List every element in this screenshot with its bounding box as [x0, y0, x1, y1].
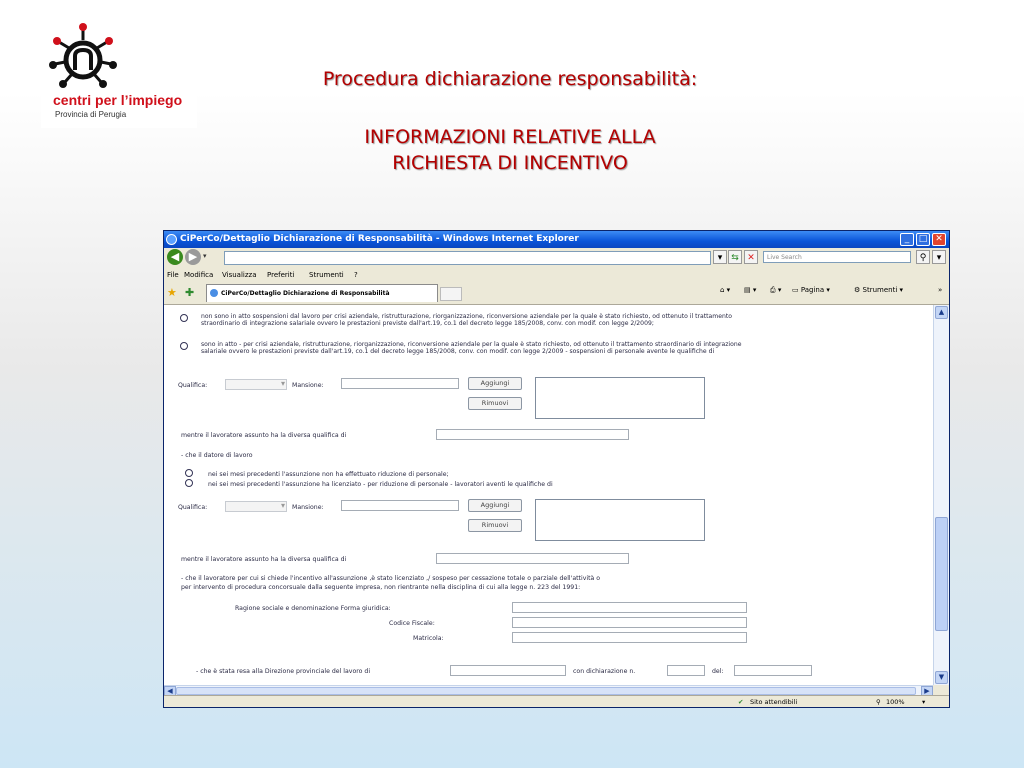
qualifica-select[interactable] — [225, 379, 287, 390]
radio-non-riduzione[interactable] — [185, 469, 193, 477]
aggiungi-button-2[interactable]: Aggiungi — [468, 499, 522, 512]
internet-explorer-icon — [166, 234, 177, 245]
live-search-input[interactable]: Live Search — [763, 251, 911, 263]
del-label: del: — [712, 668, 724, 675]
option-sospensioni-text: sono in atto - per crisi aziendale, ristrutturazione, riorganizzazione, riconversione aziendale per la quale è stato richiesto, od ottenuto il trattamento straordinario di integrazione salariale ovvero le prestazioni previste dall'art.19, co.1 del decreto legge 185/2008, conv. con modif. con legge 2/2009 - sospensioni di personale avente le qualifiche di — [201, 341, 742, 356]
close-button[interactable]: ✕ — [932, 233, 946, 246]
radio-non-sospensioni[interactable] — [180, 314, 188, 322]
page-menu-label: Pagina — [800, 286, 825, 294]
mansione-label-2: Mansione: — [292, 504, 324, 511]
page-icon — [210, 289, 218, 297]
menu-modifica[interactable]: Modifica — [184, 271, 214, 279]
forward-icon[interactable]: ▶ — [185, 249, 201, 265]
slide-title: Procedura dichiarazione responsabilità: — [322, 68, 698, 90]
address-bar — [164, 248, 949, 268]
print-icon[interactable]: ⎙ ▾ — [770, 286, 782, 294]
slide-subtitle-line-1: INFORMAZIONI RELATIVE ALLA — [364, 126, 656, 148]
address-dropdown-icon[interactable]: ▾ — [713, 250, 727, 264]
radio-licenziato[interactable] — [185, 479, 193, 487]
chevron-more-icon[interactable]: » — [938, 286, 943, 294]
window-title: CiPerCo/Dettaglio Dichiarazione di Responsabilità - Windows Internet Explorer — [180, 234, 579, 244]
datore-lavoro-text: - che il datore di lavoro — [181, 452, 253, 459]
mansione-input[interactable] — [341, 378, 459, 389]
minimize-button[interactable]: _ — [900, 233, 914, 246]
option-non-riduzione-text: nei sei mesi precedenti l'assunzione non ha effettuato riduzione di personale; — [208, 471, 449, 478]
feeds-icon[interactable]: ▤ ▾ — [744, 286, 757, 294]
lavoratore-text-line-2: per intervento di procedura concorsuale dalla seguente impresa, non rientrante nella disciplina di cui alla legge n. 223 del 1991: — [181, 584, 581, 591]
rimuovi-button[interactable]: Rimuovi — [468, 397, 522, 410]
dichiarazione-data-input[interactable] — [734, 665, 812, 676]
back-icon[interactable]: ◀ — [167, 249, 183, 265]
refresh-icon[interactable]: ⇆ — [728, 250, 742, 264]
codice-fiscale-label: Codice Fiscale: — [389, 620, 435, 627]
diversa-qualifica-input[interactable] — [436, 429, 629, 440]
tab-dettaglio-dichiarazione[interactable] — [206, 284, 438, 302]
scroll-up-icon[interactable]: ▲ — [935, 306, 948, 319]
scroll-left-icon[interactable]: ◀ — [164, 686, 176, 696]
menu-preferiti[interactable]: Preferiti — [267, 271, 295, 279]
matricola-input[interactable] — [512, 632, 747, 643]
search-options-icon[interactable]: ▾ — [932, 250, 946, 264]
tools-gear-icon: ⚙ — [854, 286, 863, 294]
menu-strumenti[interactable]: Strumenti — [309, 271, 344, 279]
browser-window — [163, 230, 950, 708]
zoom-icon[interactable]: ⚲ — [876, 698, 881, 706]
maximize-button[interactable]: □ — [916, 233, 930, 246]
horizontal-scroll-thumb[interactable] — [176, 687, 916, 695]
tab-label: CiPerCo/Dettaglio Dichiarazione di Responsabilità — [221, 290, 390, 297]
centri-per-impiego-logo — [41, 20, 197, 128]
qualifiche-list-2[interactable] — [535, 499, 705, 541]
aggiungi-button[interactable]: Aggiungi — [468, 377, 522, 390]
history-dropdown-icon[interactable]: ▾ — [203, 252, 207, 260]
security-zone-label: Sito attendibili — [750, 698, 798, 706]
window-title-bar — [164, 231, 949, 248]
search-icon[interactable]: ⚲ — [916, 250, 930, 264]
logo-emblem-icon — [45, 22, 121, 92]
codice-fiscale-input[interactable] — [512, 617, 747, 628]
slide-subtitle — [240, 124, 780, 176]
option-non-sospensioni-text: non sono in atto sospensioni dal lavoro per crisi aziendale, ristrutturazione, riorganizzazione, riconversione aziendale per la quale è stato richiesto, od ottenuto il trattamento straordinario di integrazione salariale ovvero le prestazioni previste dall'art.19, co.1 del decreto legge 185/2008, conv. con modif. con legge 2/2009; — [201, 313, 732, 328]
address-field[interactable] — [224, 251, 711, 265]
new-tab-button[interactable] — [440, 287, 462, 301]
mansione-input-2[interactable] — [341, 500, 459, 511]
mansione-label: Mansione: — [292, 382, 324, 389]
qualifica-label-2: Qualifica: — [178, 504, 208, 511]
ragione-sociale-input[interactable] — [512, 602, 747, 613]
tools-menu[interactable]: ⚙ Strumenti ▾ — [854, 286, 904, 294]
home-icon[interactable]: ⌂ ▾ — [720, 286, 731, 294]
menu-help[interactable]: ? — [354, 271, 358, 279]
status-bar — [164, 695, 949, 708]
matricola-label: Matricola: — [413, 635, 444, 642]
diversa-qualifica-text-2: mentre il lavoratore assunto ha la diversa qualifica di — [181, 556, 347, 563]
vertical-scrollbar[interactable] — [933, 305, 950, 685]
scroll-right-icon[interactable]: ▶ — [921, 686, 933, 696]
direzione-provinciale-input[interactable] — [450, 665, 566, 676]
radio-sospensioni[interactable] — [180, 342, 188, 350]
zoom-dropdown-icon[interactable]: ▾ — [922, 698, 926, 706]
page-content — [164, 305, 933, 685]
vertical-scroll-thumb[interactable] — [935, 517, 948, 631]
dichiarazione-numero-input[interactable] — [667, 665, 705, 676]
zoom-level[interactable]: 100% — [886, 698, 905, 706]
menu-file[interactable]: File — [167, 271, 179, 279]
dichiarazione-label: con dichiarazione n. — [573, 668, 636, 675]
logo-subtitle: Provincia di Perugia — [55, 110, 127, 119]
add-favorites-icon[interactable]: ✚ — [185, 286, 195, 299]
direzione-provinciale-text: - che è stata resa alla Direzione provinciale del lavoro di — [196, 668, 371, 675]
ragione-sociale-label: Ragione sociale e denominazione Forma giuridica: — [235, 605, 391, 612]
diversa-qualifica-input-2[interactable] — [436, 553, 629, 564]
rimuovi-button-2[interactable]: Rimuovi — [468, 519, 522, 532]
slide-subtitle-line-2: RICHIESTA DI INCENTIVO — [392, 152, 628, 174]
logo-name: centri per l’impiego — [53, 92, 183, 108]
qualifica-select-2[interactable] — [225, 501, 287, 512]
scroll-down-icon[interactable]: ▼ — [935, 671, 948, 684]
stop-icon[interactable]: ✕ — [744, 250, 758, 264]
option-licenziato-text: nei sei mesi precedenti l'assunzione ha licenziato - per riduzione di personale - lavoratori aventi le qualifiche di — [208, 481, 553, 488]
menu-bar — [164, 268, 949, 282]
checkmark-icon: ✔ — [738, 698, 744, 706]
tools-menu-label: Strumenti — [862, 286, 898, 294]
menu-visualizza[interactable]: Visualizza — [222, 271, 257, 279]
tab-bar — [164, 282, 949, 305]
qualifica-label: Qualifica: — [178, 382, 208, 389]
lavoratore-text-line-1: - che il lavoratore per cui si chiede l'incentivo all'assunzione ,è stato licenziato ,/ sospeso per cessazione totale o parziale dell'attività o — [181, 575, 601, 582]
favorites-star-icon[interactable]: ★ — [167, 286, 177, 299]
page-menu[interactable]: ▭ Pagina ▾ — [792, 286, 830, 294]
qualifiche-list[interactable] — [535, 377, 705, 419]
page-menu-icon: ▭ — [792, 286, 801, 294]
diversa-qualifica-text: mentre il lavoratore assunto ha la diversa qualifica di — [181, 432, 347, 439]
